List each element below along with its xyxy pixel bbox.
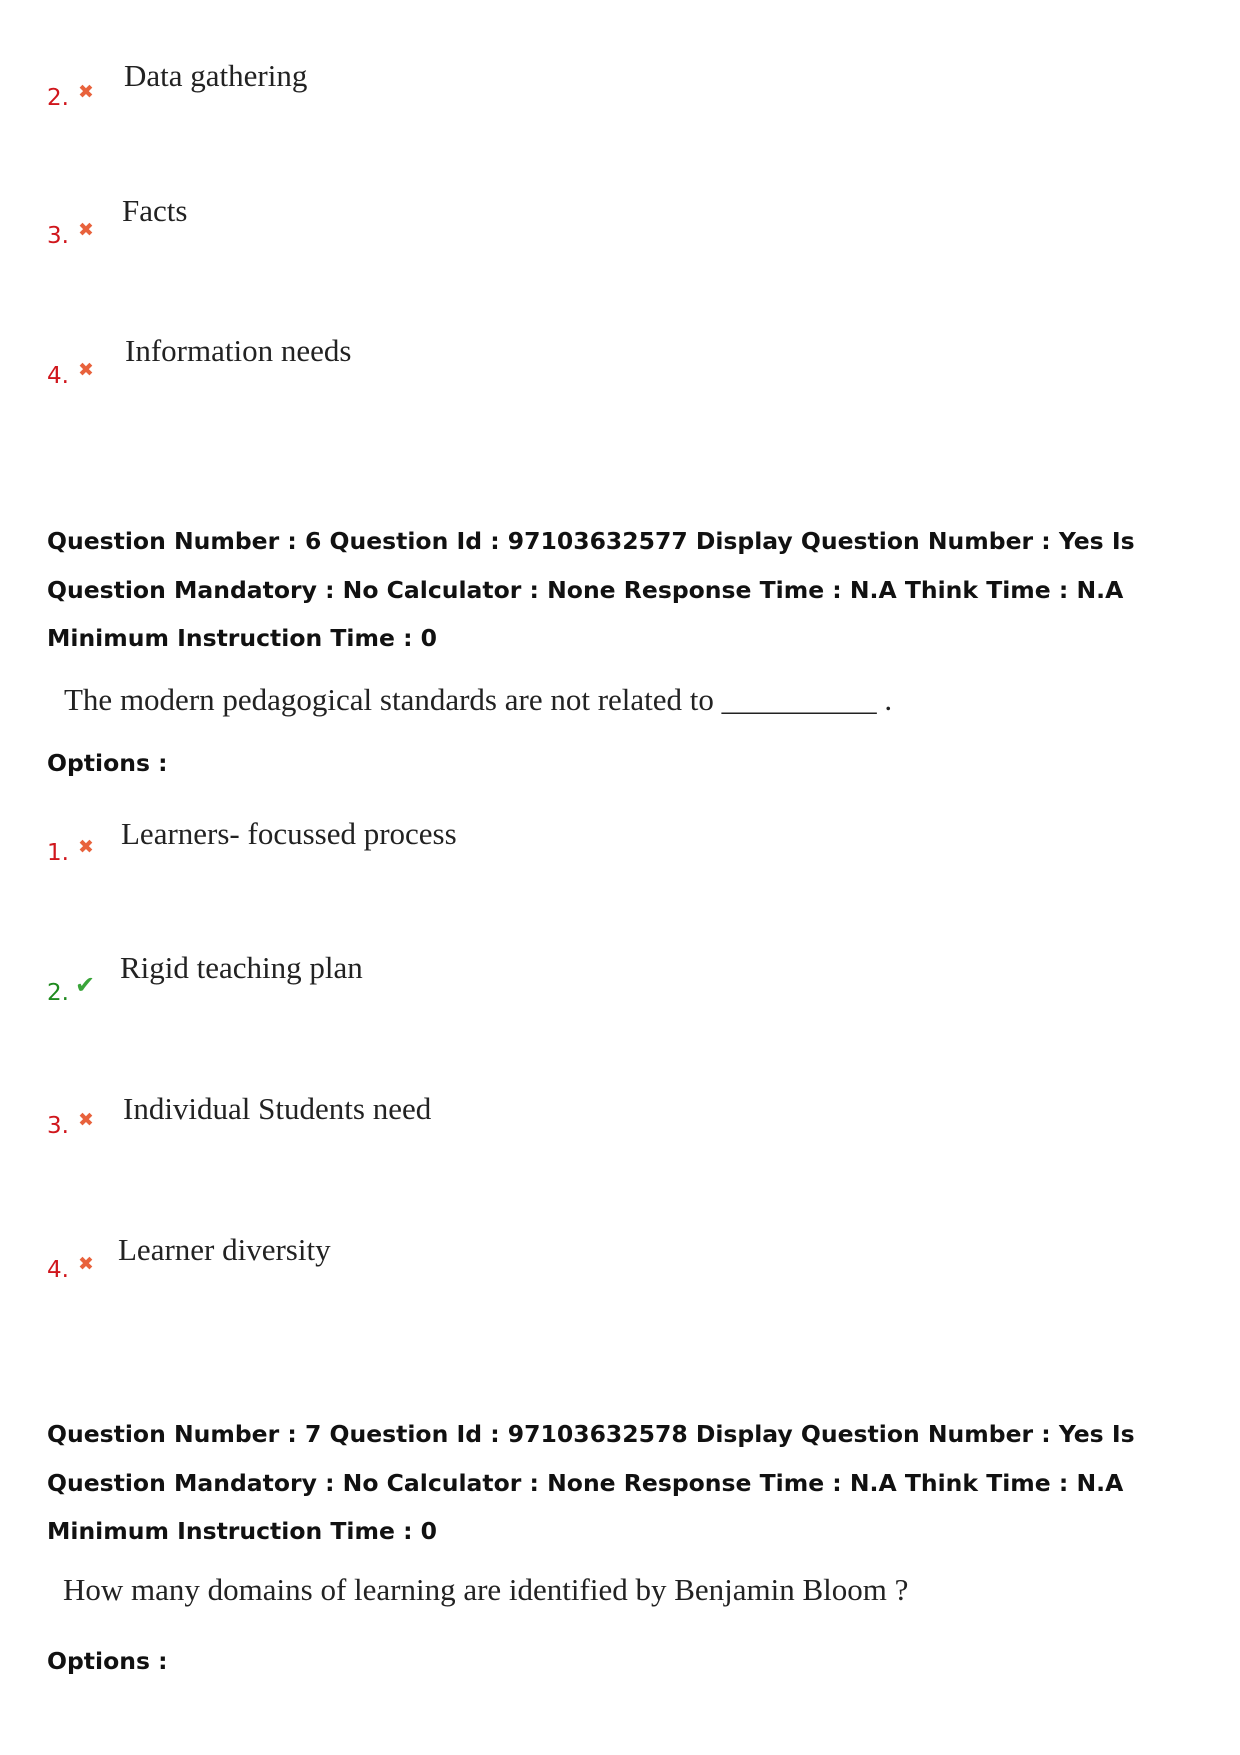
- option-text: Facts: [122, 193, 188, 228]
- option-text: Learner diversity: [118, 1232, 331, 1267]
- cross-icon: ✖: [78, 359, 94, 381]
- options-label: Options :: [47, 749, 168, 777]
- option-text: Individual Students need: [123, 1091, 432, 1126]
- cross-icon: ✖: [78, 1109, 94, 1131]
- option-number: 2.: [47, 85, 69, 111]
- option-number: 4.: [47, 363, 69, 389]
- question-text: How many domains of learning are identified by Benjamin Bloom ?: [63, 1572, 909, 1607]
- option-number: 3.: [47, 223, 69, 249]
- option-text: Information needs: [125, 333, 352, 368]
- options-label: Options :: [47, 1647, 168, 1675]
- option-text: Data gathering: [124, 58, 308, 93]
- option-number: 2.: [47, 980, 69, 1006]
- question-text: The modern pedagogical standards are not related to __________ .: [64, 682, 893, 717]
- option-text: Learners- focussed process: [121, 816, 457, 851]
- cross-icon: ✖: [78, 836, 94, 858]
- option-number: 3.: [47, 1113, 69, 1139]
- checkmark-icon: ✔: [75, 971, 96, 999]
- question-meta: Question Number : 7 Question Id : 97103632578 Display Question Number : Yes Is Question Mandatory : No Calculator : None Response Time : N.A Think Time : N.A Minimum Instruction Time : 0: [47, 1420, 1135, 1545]
- cross-icon: ✖: [78, 1253, 94, 1275]
- option-text: Rigid teaching plan: [120, 950, 363, 985]
- option-number: 4.: [47, 1257, 69, 1283]
- cross-icon: ✖: [78, 219, 94, 241]
- option-number: 1.: [47, 840, 69, 866]
- question-meta: Question Number : 6 Question Id : 97103632577 Display Question Number : Yes Is Question Mandatory : No Calculator : None Response Time : N.A Think Time : N.A Minimum Instruction Time : 0: [47, 527, 1135, 652]
- cross-icon: ✖: [78, 81, 94, 103]
